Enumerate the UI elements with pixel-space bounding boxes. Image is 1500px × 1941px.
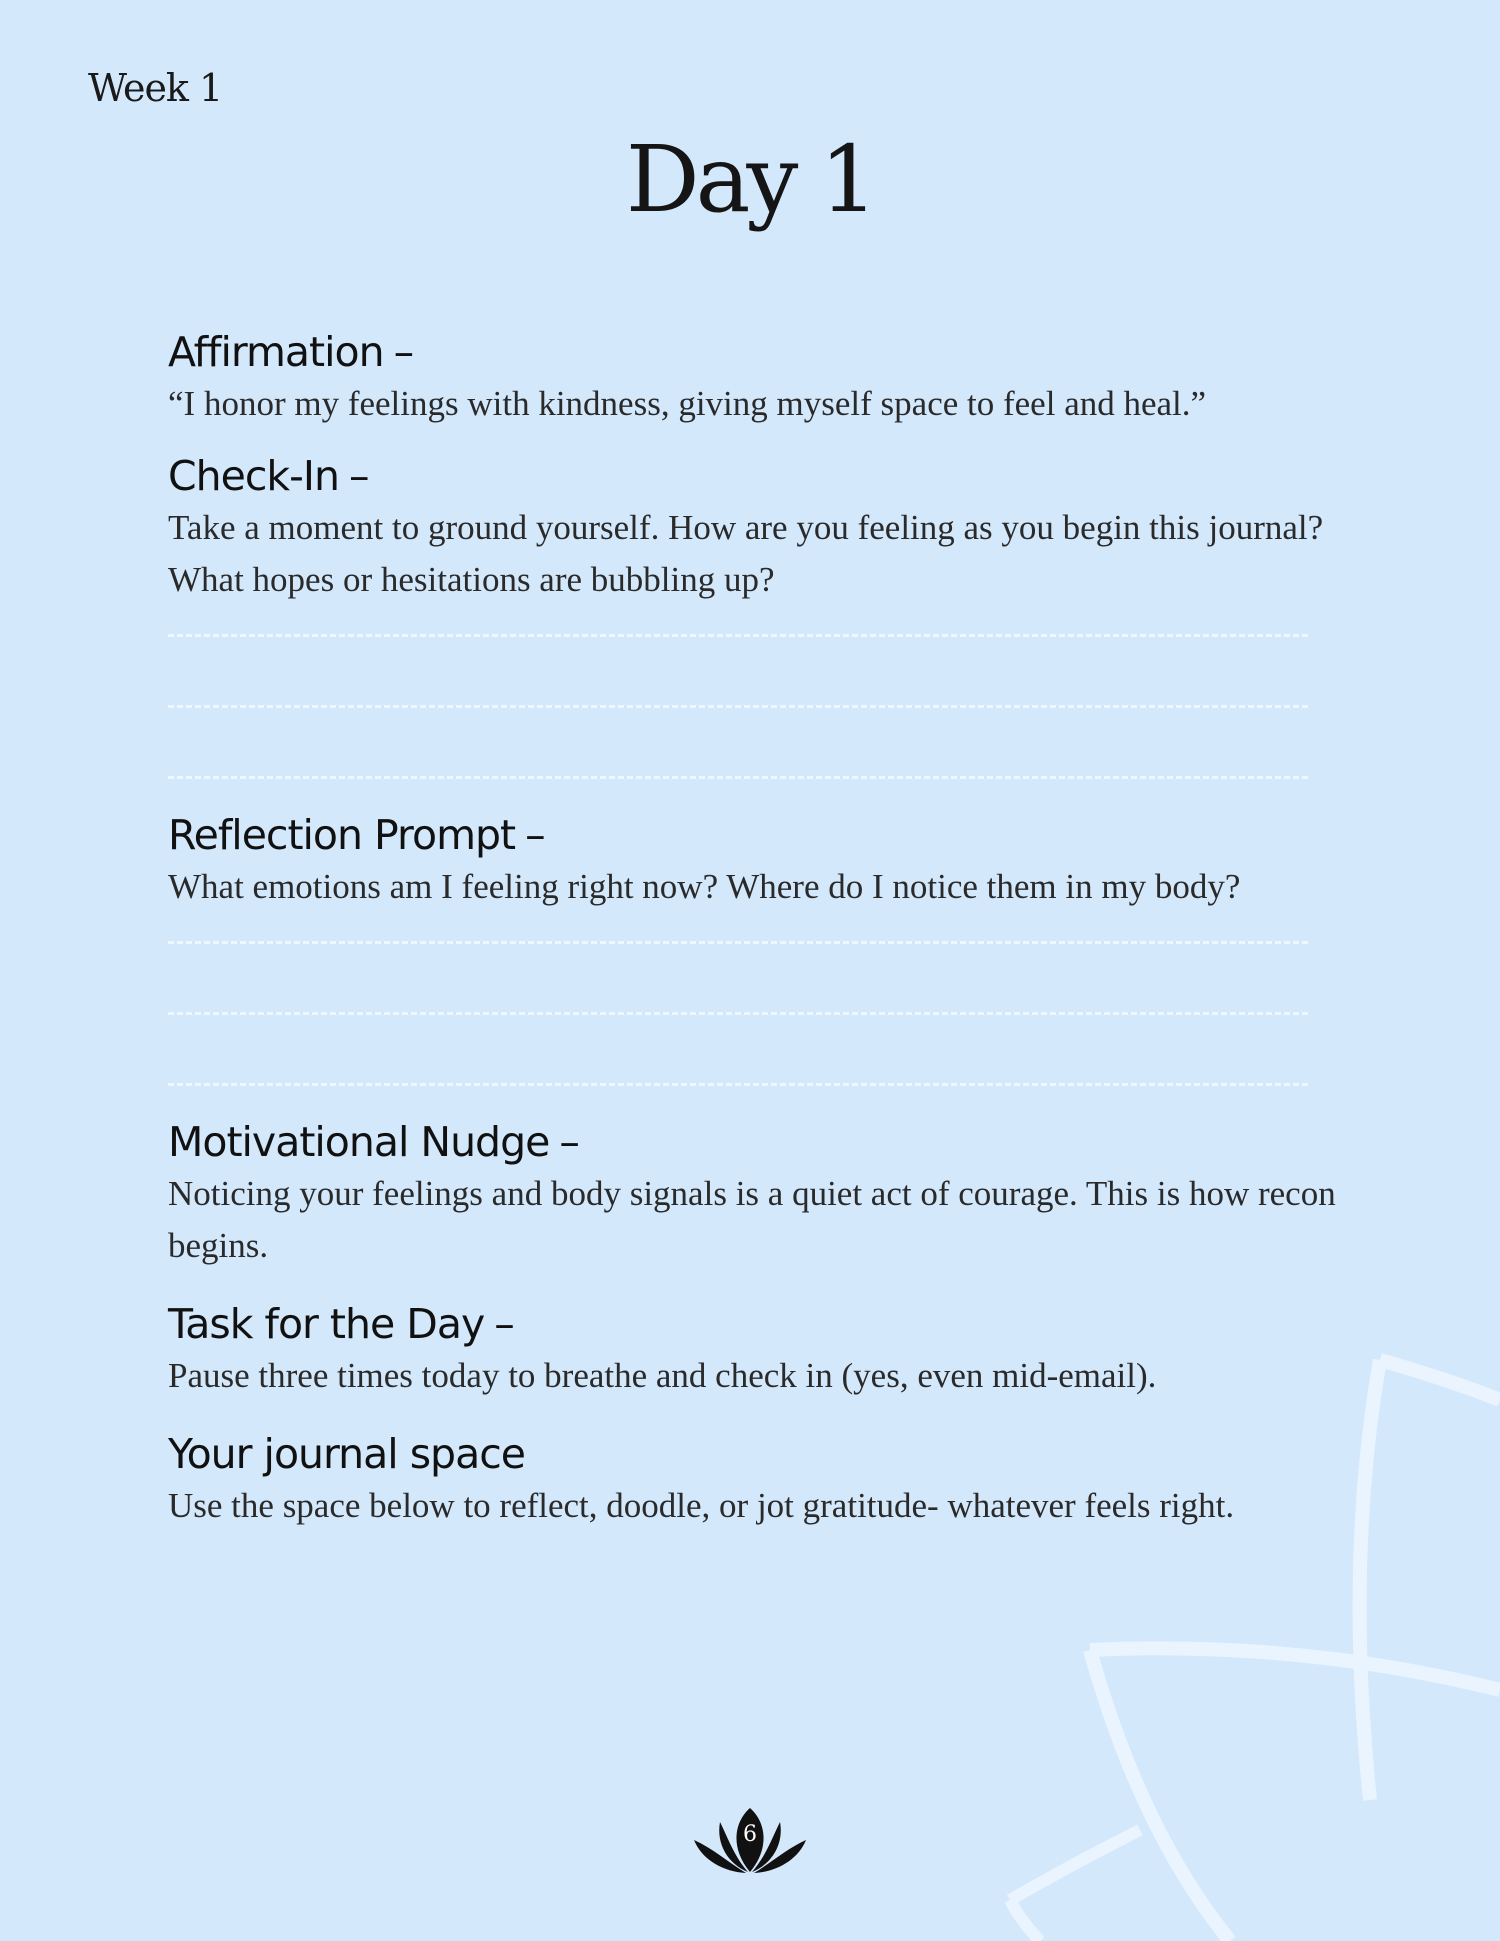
check-in-text: Take a moment to ground yourself. How are you feeling as you begin this journal? What hopes or hesitations are bubbling up? xyxy=(168,508,1324,599)
check-in-heading xyxy=(168,450,1338,502)
affirmation-text: “I honor my feelings with kindness, giving myself space to feel and heal.” xyxy=(168,384,1207,423)
task-section xyxy=(168,1298,1338,1402)
task-text: Pause three times today to breathe and check in (yes, even mid-email). xyxy=(168,1356,1157,1395)
check-in-section xyxy=(168,450,1338,779)
writing-line[interactable] xyxy=(168,634,1308,637)
affirmation-dash: – xyxy=(393,328,414,376)
task-dash: – xyxy=(494,1300,514,1348)
check-in-heading-text: Check-In xyxy=(168,452,339,500)
journal-space-heading: Your journal space xyxy=(168,1430,525,1478)
page-title: Day 1 xyxy=(625,126,875,233)
journal-space-section xyxy=(168,1428,1338,1532)
reflection-heading xyxy=(168,809,1338,861)
writing-line[interactable] xyxy=(168,1012,1308,1015)
task-heading xyxy=(168,1298,1338,1350)
reflection-section xyxy=(168,809,1338,1086)
writing-line[interactable] xyxy=(168,705,1308,708)
writing-line[interactable] xyxy=(168,1083,1308,1086)
reflection-writing-lines xyxy=(168,941,1338,1086)
motivation-dash: – xyxy=(559,1118,579,1166)
motivation-section xyxy=(168,1116,1338,1272)
reflection-heading-text: Reflection Prompt xyxy=(168,811,516,859)
task-heading-text: Task for the Day xyxy=(168,1300,485,1348)
journal-space-text: Use the space below to reflect, doodle, or jot gratitude- whatever feels right. xyxy=(168,1486,1235,1525)
motivation-heading-text: Motivational Nudge xyxy=(168,1118,550,1166)
reflection-dash: – xyxy=(525,811,545,859)
affirmation-section xyxy=(168,326,1338,430)
motivation-heading xyxy=(168,1116,1338,1168)
motivation-text: Noticing your feelings and body signals is a quiet act of courage. This is how recon begins. xyxy=(168,1174,1336,1265)
week-label: Week 1 xyxy=(88,66,223,110)
affirmation-heading xyxy=(168,326,1338,378)
page-number: 6 xyxy=(743,1822,757,1847)
affirmation-heading-text: Affirmation xyxy=(168,328,384,376)
check-in-writing-lines xyxy=(168,634,1338,779)
journal-content xyxy=(168,326,1338,1532)
writing-line[interactable] xyxy=(168,941,1308,944)
check-in-dash: – xyxy=(349,452,369,500)
reflection-text: What emotions am I feeling right now? Where do I notice them in my body? xyxy=(168,867,1241,906)
writing-line[interactable] xyxy=(168,776,1308,779)
